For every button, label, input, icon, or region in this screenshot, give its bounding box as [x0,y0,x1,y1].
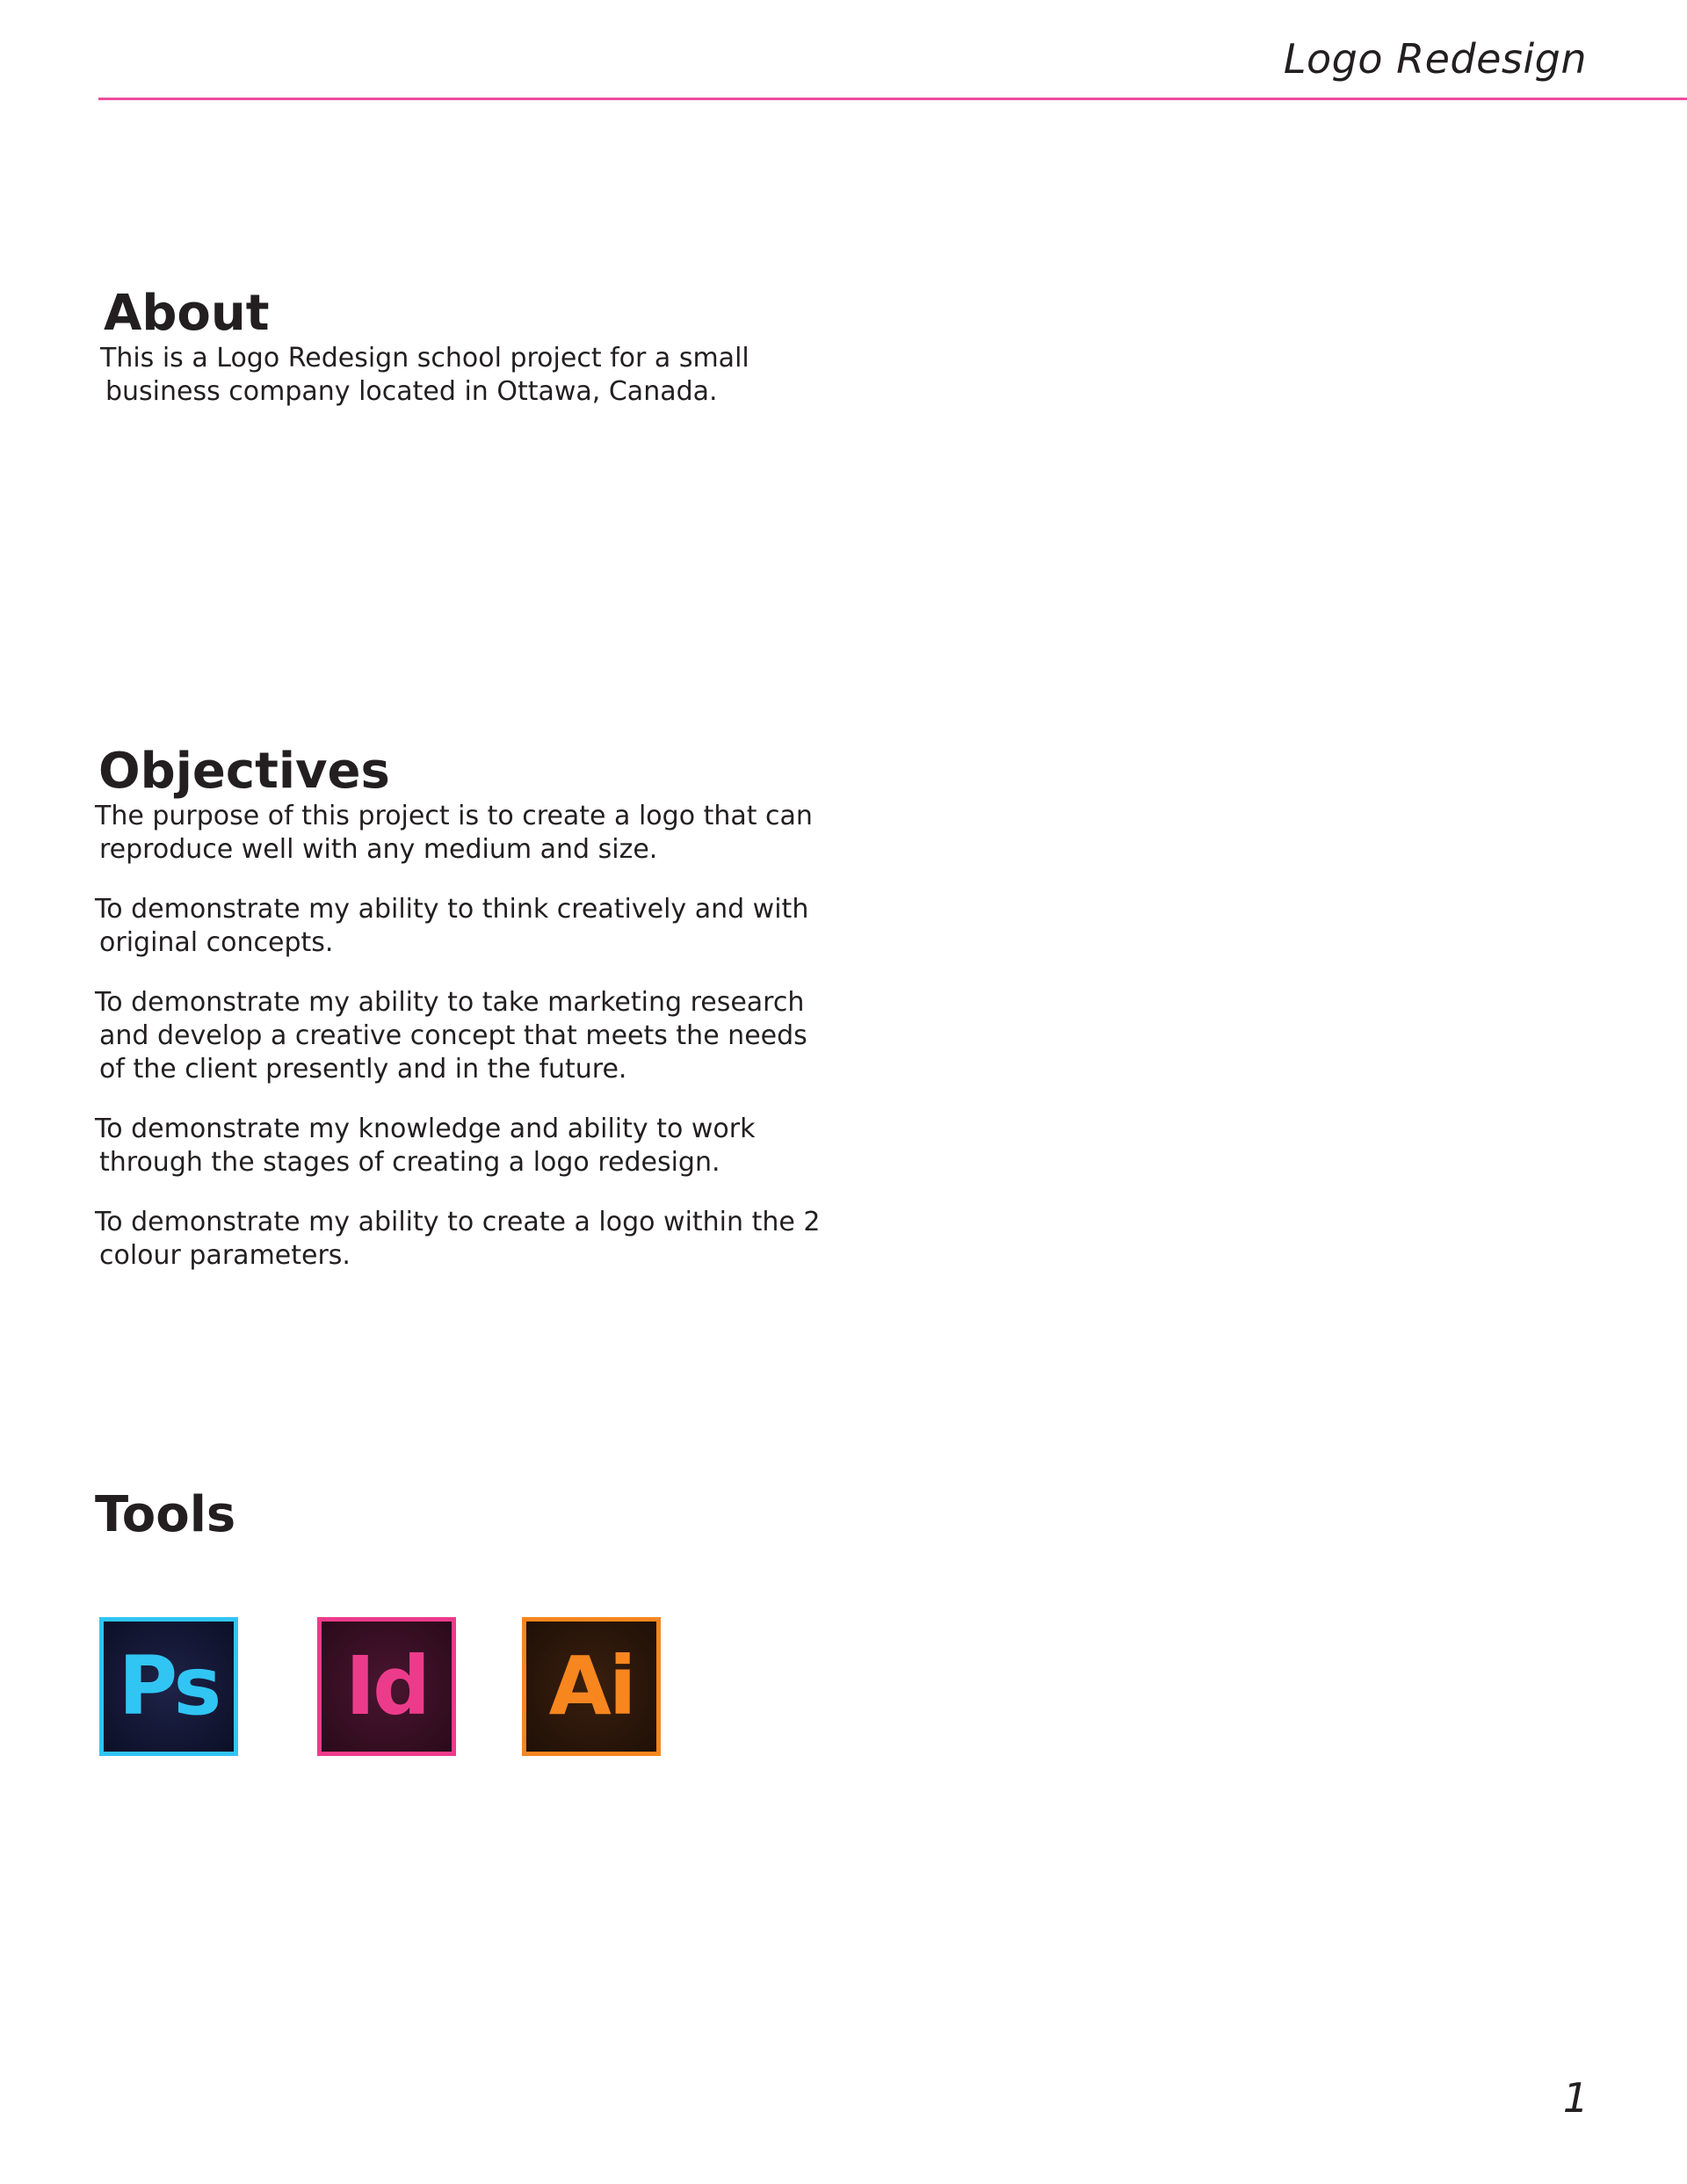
objective-line: through the stages of creating a logo redesign. [99,1147,720,1178]
objective-line: original concepts. [99,927,334,958]
header-divider [98,98,1687,100]
illustrator-icon [522,1617,661,1756]
about-section [95,286,886,409]
indesign-icon [317,1617,456,1756]
objective-line: To demonstrate my knowledge and ability to work [95,1114,756,1144]
page-number: 1 [1562,2074,1589,2122]
objective-line: The purpose of this project is to create a logo that can [95,801,813,831]
objective-line: colour parameters. [99,1240,351,1271]
tools-section [95,1487,886,1543]
indesign-icon-label: Id [344,1639,429,1733]
objective-paragraph-5 [95,1206,886,1273]
photoshop-icon [99,1617,238,1756]
about-text-line-1: This is a Logo Redesign school project for a small [100,343,749,374]
objective-paragraph-2 [95,893,886,960]
objective-paragraph-1 [95,800,886,867]
objectives-section [95,744,886,1299]
photoshop-icon-label: Ps [118,1639,220,1733]
document-title: Logo Redesign [1283,35,1587,83]
objective-line: To demonstrate my ability to take marketing research [95,987,805,1018]
objective-line: and develop a creative concept that meets the needs [99,1020,807,1051]
objective-line: To demonstrate my ability to think creatively and with [95,894,809,925]
about-heading: About [104,285,270,342]
objective-line: reproduce well with any medium and size. [99,834,658,865]
objective-line: To demonstrate my ability to create a logo within the 2 [95,1207,821,1237]
tools-heading: Tools [95,1486,236,1543]
objective-paragraph-4 [95,1113,886,1179]
objective-line: of the client presently and in the future. [99,1054,627,1085]
objective-paragraph-3 [95,986,886,1086]
about-text-line-2: business company located in Ottawa, Canada. [105,376,718,407]
illustrator-icon-label: Ai [548,1639,634,1733]
objectives-heading: Objectives [98,743,390,800]
